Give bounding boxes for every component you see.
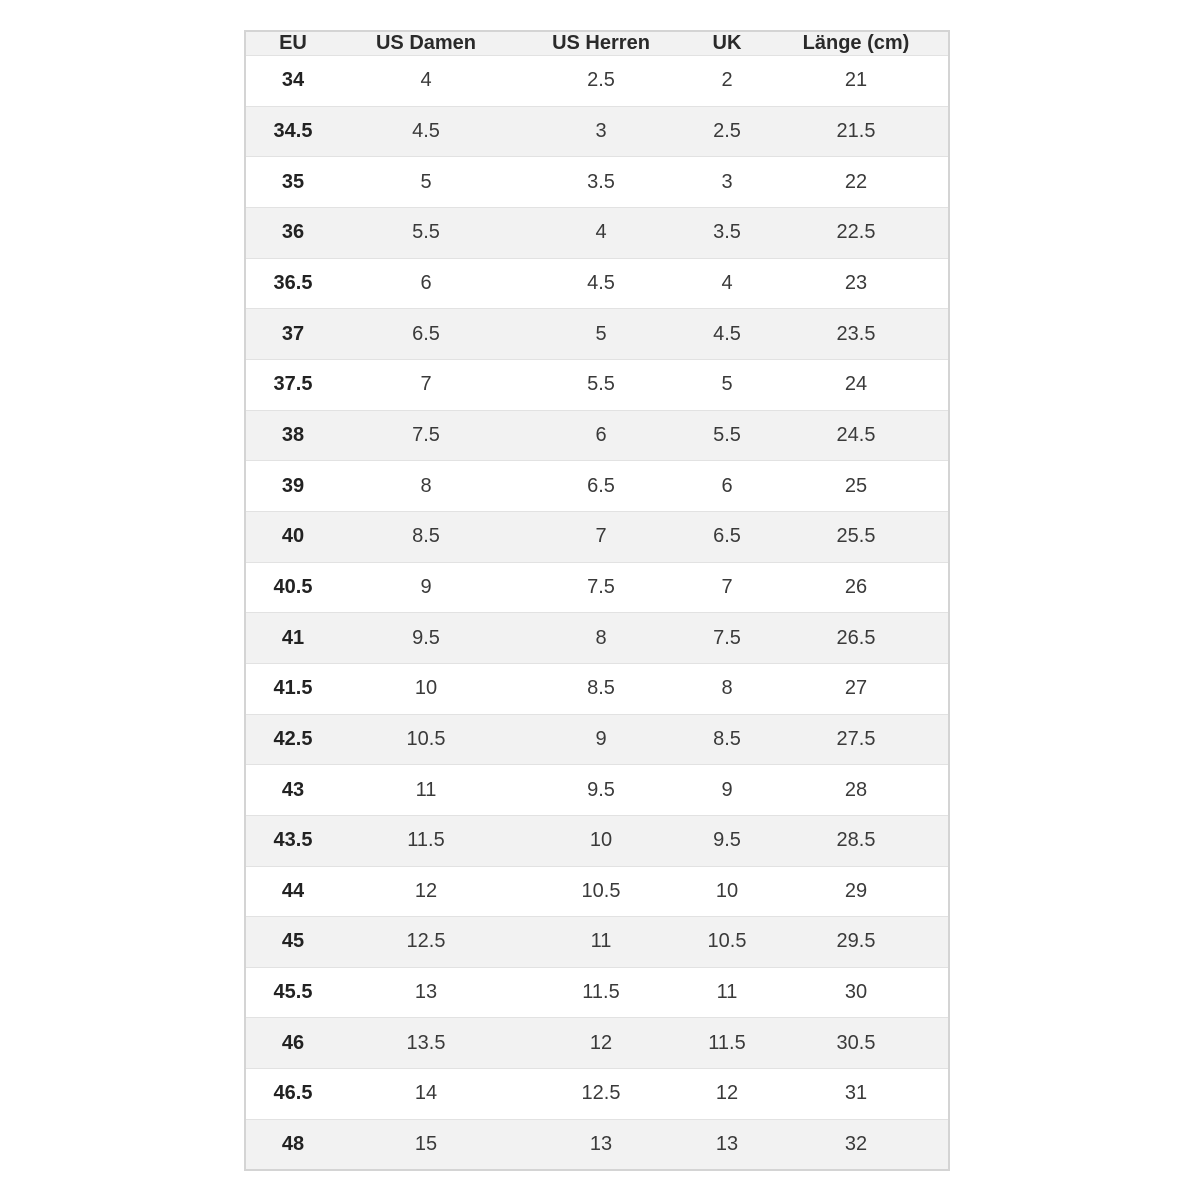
table-row (246, 359, 948, 410)
cell-us-women: 12 (340, 866, 512, 917)
table-row (246, 1018, 948, 1069)
cell-length-cm: 23.5 (764, 309, 948, 360)
table-row (246, 56, 948, 107)
cell-us-men: 12 (512, 1018, 690, 1069)
cell-eu: 45 (246, 917, 340, 968)
cell-eu: 35 (246, 157, 340, 208)
cell-us-men: 4 (512, 207, 690, 258)
cell-length-cm: 29 (764, 866, 948, 917)
cell-uk: 9 (690, 765, 764, 816)
cell-eu: 46 (246, 1018, 340, 1069)
header-eu: EU (246, 32, 340, 56)
cell-us-women: 6 (340, 258, 512, 309)
cell-eu: 37.5 (246, 359, 340, 410)
header-us-men: US Herren (512, 32, 690, 56)
cell-us-women: 12.5 (340, 917, 512, 968)
cell-us-men: 6.5 (512, 461, 690, 512)
table-row (246, 410, 948, 461)
cell-length-cm: 26.5 (764, 613, 948, 664)
cell-us-men: 13 (512, 1119, 690, 1169)
cell-uk: 8 (690, 663, 764, 714)
cell-uk: 13 (690, 1119, 764, 1169)
cell-uk: 11 (690, 967, 764, 1018)
cell-us-women: 14 (340, 1069, 512, 1120)
cell-uk: 10.5 (690, 917, 764, 968)
cell-us-women: 8.5 (340, 511, 512, 562)
cell-uk: 2 (690, 56, 764, 107)
cell-uk: 10 (690, 866, 764, 917)
cell-length-cm: 30.5 (764, 1018, 948, 1069)
table-row (246, 765, 948, 816)
cell-eu: 40 (246, 511, 340, 562)
cell-us-men: 8.5 (512, 663, 690, 714)
cell-eu: 37 (246, 309, 340, 360)
table-row (246, 815, 948, 866)
cell-length-cm: 27.5 (764, 714, 948, 765)
cell-us-men: 3.5 (512, 157, 690, 208)
cell-us-men: 11.5 (512, 967, 690, 1018)
cell-eu: 36 (246, 207, 340, 258)
cell-length-cm: 26 (764, 562, 948, 613)
table-row (246, 461, 948, 512)
cell-length-cm: 24.5 (764, 410, 948, 461)
table-row (246, 1069, 948, 1120)
cell-eu: 36.5 (246, 258, 340, 309)
table-row (246, 207, 948, 258)
cell-length-cm: 25.5 (764, 511, 948, 562)
cell-us-women: 5.5 (340, 207, 512, 258)
cell-length-cm: 24 (764, 359, 948, 410)
cell-length-cm: 25 (764, 461, 948, 512)
table-row (246, 258, 948, 309)
cell-uk: 4.5 (690, 309, 764, 360)
cell-us-women: 10 (340, 663, 512, 714)
cell-length-cm: 21.5 (764, 106, 948, 157)
table-row (246, 917, 948, 968)
cell-eu: 48 (246, 1119, 340, 1169)
cell-us-men: 2.5 (512, 56, 690, 107)
cell-eu: 43.5 (246, 815, 340, 866)
cell-uk: 7 (690, 562, 764, 613)
cell-eu: 40.5 (246, 562, 340, 613)
cell-us-women: 15 (340, 1119, 512, 1169)
cell-us-women: 8 (340, 461, 512, 512)
cell-us-women: 10.5 (340, 714, 512, 765)
cell-us-women: 4 (340, 56, 512, 107)
cell-uk: 5 (690, 359, 764, 410)
header-row (246, 32, 948, 56)
cell-uk: 11.5 (690, 1018, 764, 1069)
table-row (246, 309, 948, 360)
cell-eu: 34 (246, 56, 340, 107)
cell-us-men: 4.5 (512, 258, 690, 309)
cell-eu: 34.5 (246, 106, 340, 157)
cell-us-women: 4.5 (340, 106, 512, 157)
cell-us-women: 9 (340, 562, 512, 613)
cell-eu: 39 (246, 461, 340, 512)
table-row (246, 613, 948, 664)
table-row (246, 106, 948, 157)
cell-us-women: 13.5 (340, 1018, 512, 1069)
cell-eu: 46.5 (246, 1069, 340, 1120)
table-row (246, 967, 948, 1018)
cell-length-cm: 31 (764, 1069, 948, 1120)
cell-eu: 38 (246, 410, 340, 461)
table-row (246, 562, 948, 613)
cell-length-cm: 22.5 (764, 207, 948, 258)
cell-uk: 12 (690, 1069, 764, 1120)
table-row (246, 157, 948, 208)
cell-length-cm: 22 (764, 157, 948, 208)
cell-uk: 9.5 (690, 815, 764, 866)
cell-us-women: 11 (340, 765, 512, 816)
header-uk: UK (690, 32, 764, 56)
cell-us-women: 13 (340, 967, 512, 1018)
cell-us-men: 8 (512, 613, 690, 664)
cell-uk: 8.5 (690, 714, 764, 765)
cell-length-cm: 28.5 (764, 815, 948, 866)
table-row (246, 511, 948, 562)
cell-eu: 42.5 (246, 714, 340, 765)
table-row (246, 714, 948, 765)
cell-length-cm: 28 (764, 765, 948, 816)
cell-us-men: 10 (512, 815, 690, 866)
cell-uk: 3.5 (690, 207, 764, 258)
cell-uk: 6 (690, 461, 764, 512)
cell-us-men: 7 (512, 511, 690, 562)
cell-us-women: 9.5 (340, 613, 512, 664)
cell-length-cm: 27 (764, 663, 948, 714)
cell-us-women: 11.5 (340, 815, 512, 866)
cell-us-men: 5 (512, 309, 690, 360)
cell-us-men: 6 (512, 410, 690, 461)
cell-eu: 41 (246, 613, 340, 664)
cell-us-men: 10.5 (512, 866, 690, 917)
cell-uk: 5.5 (690, 410, 764, 461)
cell-us-men: 9 (512, 714, 690, 765)
header-length-cm: Länge (cm) (764, 32, 948, 56)
cell-us-women: 6.5 (340, 309, 512, 360)
table-row (246, 1119, 948, 1169)
cell-us-women: 7.5 (340, 410, 512, 461)
cell-us-women: 5 (340, 157, 512, 208)
cell-us-men: 5.5 (512, 359, 690, 410)
cell-uk: 4 (690, 258, 764, 309)
cell-uk: 6.5 (690, 511, 764, 562)
cell-length-cm: 32 (764, 1119, 948, 1169)
cell-eu: 45.5 (246, 967, 340, 1018)
cell-length-cm: 29.5 (764, 917, 948, 968)
size-chart-table (246, 32, 948, 1169)
cell-length-cm: 21 (764, 56, 948, 107)
table-body (246, 56, 948, 1170)
cell-eu: 41.5 (246, 663, 340, 714)
cell-us-men: 9.5 (512, 765, 690, 816)
cell-length-cm: 30 (764, 967, 948, 1018)
table-row (246, 866, 948, 917)
header-us-women: US Damen (340, 32, 512, 56)
cell-length-cm: 23 (764, 258, 948, 309)
cell-us-men: 7.5 (512, 562, 690, 613)
cell-uk: 3 (690, 157, 764, 208)
cell-eu: 44 (246, 866, 340, 917)
cell-us-men: 11 (512, 917, 690, 968)
cell-us-men: 3 (512, 106, 690, 157)
size-chart-frame (244, 30, 950, 1171)
cell-us-women: 7 (340, 359, 512, 410)
cell-uk: 7.5 (690, 613, 764, 664)
cell-uk: 2.5 (690, 106, 764, 157)
cell-us-men: 12.5 (512, 1069, 690, 1120)
table-row (246, 663, 948, 714)
cell-eu: 43 (246, 765, 340, 816)
